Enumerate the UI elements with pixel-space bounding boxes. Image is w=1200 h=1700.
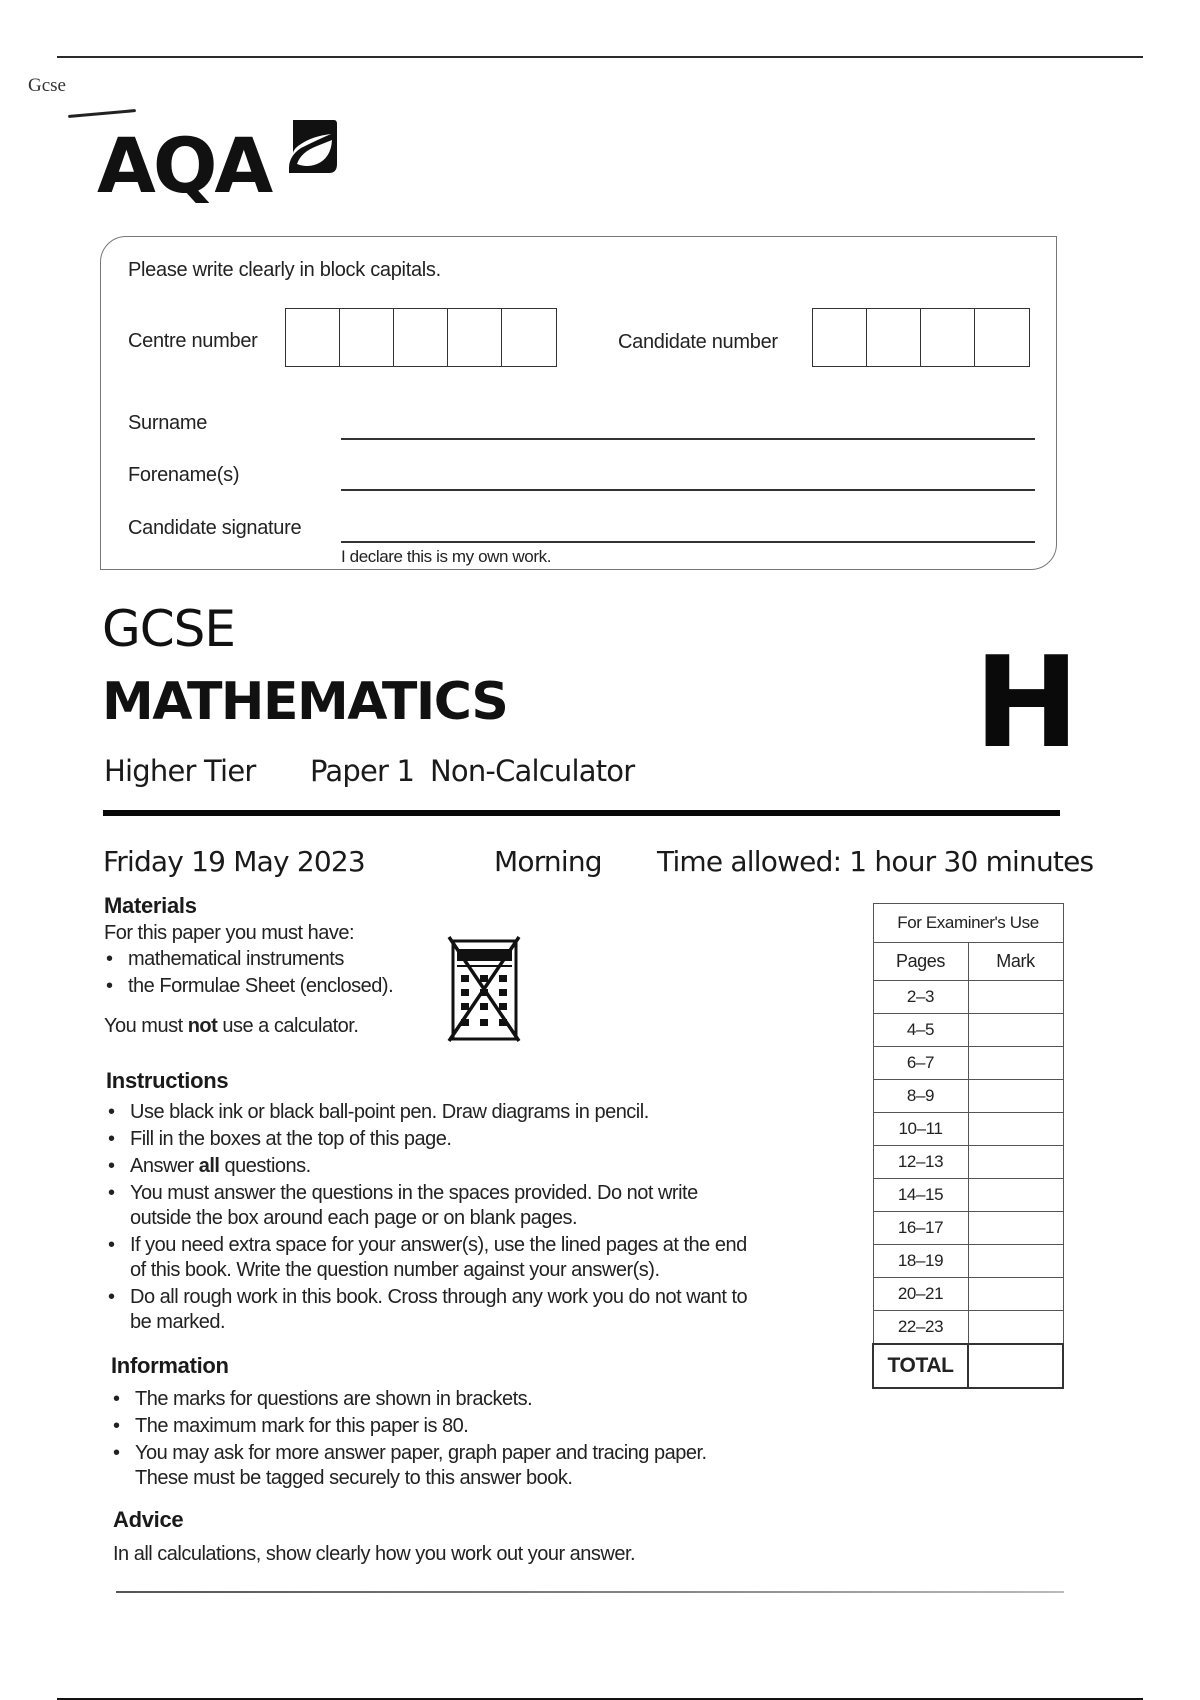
table-row	[873, 1047, 1063, 1080]
information-heading: Information	[111, 1353, 229, 1378]
tier-label: Higher Tier	[104, 754, 256, 788]
instruction-item: • If you need extra space for your answer(s), use the lined pages at the end of this book. Write the question number against your answer(s).	[106, 1233, 846, 1283]
table-row	[873, 1278, 1063, 1311]
subject-title: MATHEMATICS	[102, 672, 508, 732]
qualification-title: GCSE	[102, 600, 235, 658]
mark-cell[interactable]	[968, 1278, 1063, 1311]
top-page-rule	[57, 56, 1143, 58]
pen-mark	[68, 109, 136, 118]
declaration-text: I declare this is my own work.	[341, 547, 552, 566]
materials-heading: Materials	[104, 893, 197, 918]
pages-cell: 4–5	[873, 1014, 968, 1047]
mark-column-header: Mark	[968, 943, 1063, 981]
instruction-item: • Do all rough work in this book. Cross through any work you do not want to be marked.	[106, 1285, 846, 1335]
table-row	[873, 1080, 1063, 1113]
materials-intro: For this paper you must have:	[104, 922, 355, 944]
signature-label: Candidate signature	[128, 517, 302, 539]
examiners-use-title: For Examiner's Use	[873, 904, 1063, 943]
centre-number-digit[interactable]	[394, 309, 448, 366]
document-label: Gcse	[28, 75, 66, 96]
instruction-item: • You must answer the questions in the spaces provided. Do not write outside the box around each page or on blank pages.	[106, 1181, 846, 1231]
candidate-details-box	[100, 236, 1057, 570]
mark-cell[interactable]	[968, 1179, 1063, 1212]
centre-number-digit[interactable]	[340, 309, 394, 366]
mark-cell[interactable]	[968, 1113, 1063, 1146]
centre-number-digit[interactable]	[448, 309, 502, 366]
information-item: • The maximum mark for this paper is 80.	[111, 1414, 851, 1439]
pages-cell: 14–15	[873, 1179, 968, 1212]
pages-cell: 8–9	[873, 1080, 968, 1113]
table-row	[873, 1245, 1063, 1278]
materials-section	[104, 893, 444, 1040]
materials-list	[104, 947, 444, 999]
instructions-heading: Instructions	[106, 1068, 229, 1093]
candidate-number-field[interactable]	[812, 308, 1030, 367]
information-item: • The marks for questions are shown in brackets.	[111, 1387, 851, 1412]
instruction-item: • Fill in the boxes at the top of this page.	[106, 1127, 846, 1152]
signature-field[interactable]	[341, 541, 1035, 543]
forenames-field[interactable]	[341, 489, 1035, 491]
candidate-number-label: Candidate number	[618, 331, 778, 353]
mark-cell[interactable]	[968, 1212, 1063, 1245]
centre-number-digit[interactable]	[502, 309, 556, 366]
no-calculator-icon	[447, 935, 522, 1045]
footer-rule	[116, 1591, 1064, 1593]
table-row	[873, 1212, 1063, 1245]
pages-cell: 20–21	[873, 1278, 968, 1311]
advice-heading: Advice	[113, 1507, 184, 1532]
centre-number-field[interactable]	[285, 308, 557, 367]
candidate-number-digit[interactable]	[921, 309, 975, 366]
candidate-number-digit[interactable]	[975, 309, 1029, 366]
materials-item: • the Formulae Sheet (enclosed).	[104, 974, 444, 999]
exam-session: Morning	[494, 845, 602, 878]
total-label: TOTAL	[873, 1344, 968, 1388]
paper-subtitle	[104, 754, 634, 788]
mark-cell[interactable]	[968, 1047, 1063, 1080]
mark-cell[interactable]	[968, 1080, 1063, 1113]
instruction-item: • Answer all questions.	[106, 1154, 846, 1179]
information-section	[111, 1353, 851, 1493]
advice-text: In all calculations, show clearly how you work out your answer.	[113, 1543, 636, 1565]
candidate-number-digit[interactable]	[813, 309, 867, 366]
time-allowed: Time allowed: 1 hour 30 minutes	[657, 845, 1094, 878]
title-divider	[103, 810, 1060, 816]
aqa-leaf-mark-icon	[287, 118, 338, 176]
aqa-logo-text: AQA	[97, 121, 271, 210]
pages-column-header: Pages	[873, 943, 968, 981]
surname-field[interactable]	[341, 438, 1035, 440]
mark-cell[interactable]	[968, 1146, 1063, 1179]
candidate-number-digit[interactable]	[867, 309, 921, 366]
exam-date: Friday 19 May 2023	[103, 845, 365, 878]
information-item: • You may ask for more answer paper, graph paper and tracing paper. These must be tagged securely to this answer book.	[111, 1441, 851, 1491]
surname-label: Surname	[128, 412, 208, 434]
pages-cell: 6–7	[873, 1047, 968, 1080]
block-capitals-instruction: Please write clearly in block capitals.	[128, 259, 441, 281]
mark-cell[interactable]	[968, 1014, 1063, 1047]
pages-cell: 10–11	[873, 1113, 968, 1146]
instructions-section	[106, 1068, 846, 1337]
paper-number: Paper 1	[310, 754, 415, 788]
centre-number-label: Centre number	[128, 330, 258, 352]
total-mark-cell[interactable]	[968, 1344, 1063, 1388]
pages-cell: 18–19	[873, 1245, 968, 1278]
mark-cell[interactable]	[968, 981, 1063, 1014]
table-row	[873, 1146, 1063, 1179]
paper-type: Non-Calculator	[430, 754, 635, 788]
calculator-notice: You must not use a calculator.	[104, 1015, 359, 1037]
pages-cell: 2–3	[873, 981, 968, 1014]
pages-cell: 12–13	[873, 1146, 968, 1179]
examiners-use-table	[872, 903, 1064, 1389]
advice-section	[113, 1507, 853, 1568]
table-row	[873, 981, 1063, 1014]
table-row	[873, 1113, 1063, 1146]
table-row	[873, 1014, 1063, 1047]
forenames-label: Forename(s)	[128, 464, 240, 486]
information-list	[111, 1387, 851, 1491]
centre-number-digit[interactable]	[286, 309, 340, 366]
materials-item: • mathematical instruments	[104, 947, 444, 972]
total-row	[873, 1344, 1063, 1388]
tier-letter: H	[974, 629, 1080, 776]
table-row	[873, 1311, 1063, 1344]
instruction-item: • Use black ink or black ball-point pen. Draw diagrams in pencil.	[106, 1100, 846, 1125]
instructions-list	[106, 1100, 846, 1335]
table-row	[873, 1179, 1063, 1212]
pages-cell: 16–17	[873, 1212, 968, 1245]
calculator-notice-emphasis: not	[187, 1015, 218, 1037]
mark-cell[interactable]	[968, 1245, 1063, 1278]
pages-cell: 22–23	[873, 1311, 968, 1344]
mark-cell[interactable]	[968, 1311, 1063, 1344]
